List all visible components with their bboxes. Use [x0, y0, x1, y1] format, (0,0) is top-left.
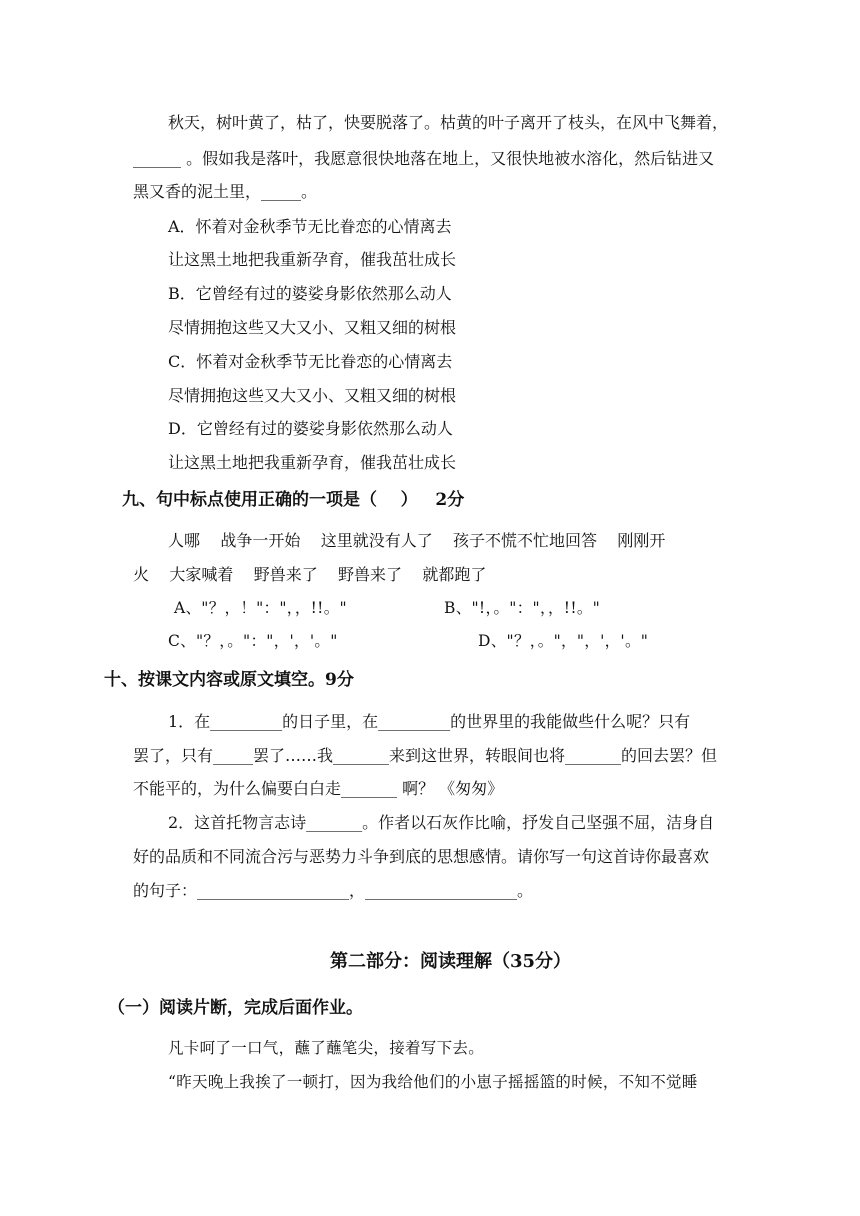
passage-line-3: 黑又香的泥土里，_____。 — [133, 182, 318, 201]
q10-line-4: 2．这首托物言志诗_______。作者以石灰作比喻，抒发自己坚强不屈，洁身自 — [168, 813, 715, 832]
reading-paragraph-1: 凡卡呵了一口气，蘸了蘸笔尖，接着写下去。 — [168, 1039, 485, 1057]
q8-option-b-line1: B．它曾经有过的婆娑身影依然那么动人 — [168, 284, 452, 303]
reading-paragraph-2: “昨天晚上我挨了一顿打，因为我给他们的小崽子摇摇篮的时候，不知不觉睡 — [168, 1073, 698, 1091]
q9-option-b: B、"!，。"："，，!!。" — [444, 599, 601, 617]
q10-title: 十、按课文内容或原文填空。9分 — [104, 670, 354, 690]
q10-line-6: 的句子：___________________，___________________。 — [133, 881, 534, 900]
q8-option-b-line2: 尽情拥抱这些又大又小、又粗又细的树根 — [168, 318, 457, 337]
reading-section-1-title: （一）阅读片断，完成后面作业。 — [108, 998, 363, 1018]
passage-line-1: 秋天，树叶黄了，枯了，快要脱落了。枯黄的叶子离开了枝头，在风中飞舞着， — [168, 113, 729, 132]
q10-line-2: 罢了，只有_____罢了……我_______来到这世界，转眼间也将_______的回去罢？但 — [133, 746, 718, 765]
q8-option-a-line1: A．怀着对金秋季节无比眷恋的心情离去 — [168, 217, 452, 236]
part2-title: 第二部分：阅读理解（35分） — [330, 951, 572, 972]
passage-line-2: ______ 。假如我是落叶，我愿意很快地落在地上，又很快地被水溶化，然后钻进又 — [133, 149, 715, 168]
q10-line-5: 好的品质和不同流合污与恶势力斗争到底的思想感情。请你写一句这首诗你最喜欢 — [133, 847, 710, 866]
q9-option-d: D、"？，。"，"，'，'。" — [478, 632, 649, 650]
q10-line-1: 1．在_________的日子里，在_________的世界里的我能做些什么呢？只有 — [168, 712, 691, 731]
q8-option-c-line2: 尽情拥抱这些又大又小、又粗又细的树根 — [168, 386, 457, 405]
q8-option-c-line1: C．怀着对金秋季节无比眷恋的心情离去 — [168, 352, 453, 371]
q10-line-3: 不能平的，为什么偏要白白走_______ 啊？ 《匆匆》 — [133, 779, 504, 798]
q9-option-c: C、"？，。"："，'，'。" — [168, 632, 338, 650]
q9-title: 九、句中标点使用正确的一项是（ ） 2分 — [122, 490, 465, 510]
q8-option-d-line2: 让这黑土地把我重新孕育，催我茁壮成长 — [168, 453, 457, 472]
q8-option-a-line2: 让这黑土地把我重新孕育，催我茁壮成长 — [168, 250, 457, 269]
q9-option-a: A、"？，！"："，，!!。" — [174, 599, 347, 617]
q8-option-d-line1: D．它曾经有过的婆娑身影依然那么动人 — [168, 419, 453, 438]
q9-sentence-line2: 火 大家喊着 野兽来了 野兽来了 就都跑了 — [133, 565, 487, 584]
q9-sentence-line1: 人哪 战争一开始 这里就没有人了 孩子不慌不忙地回答 刚刚开 — [168, 531, 666, 550]
